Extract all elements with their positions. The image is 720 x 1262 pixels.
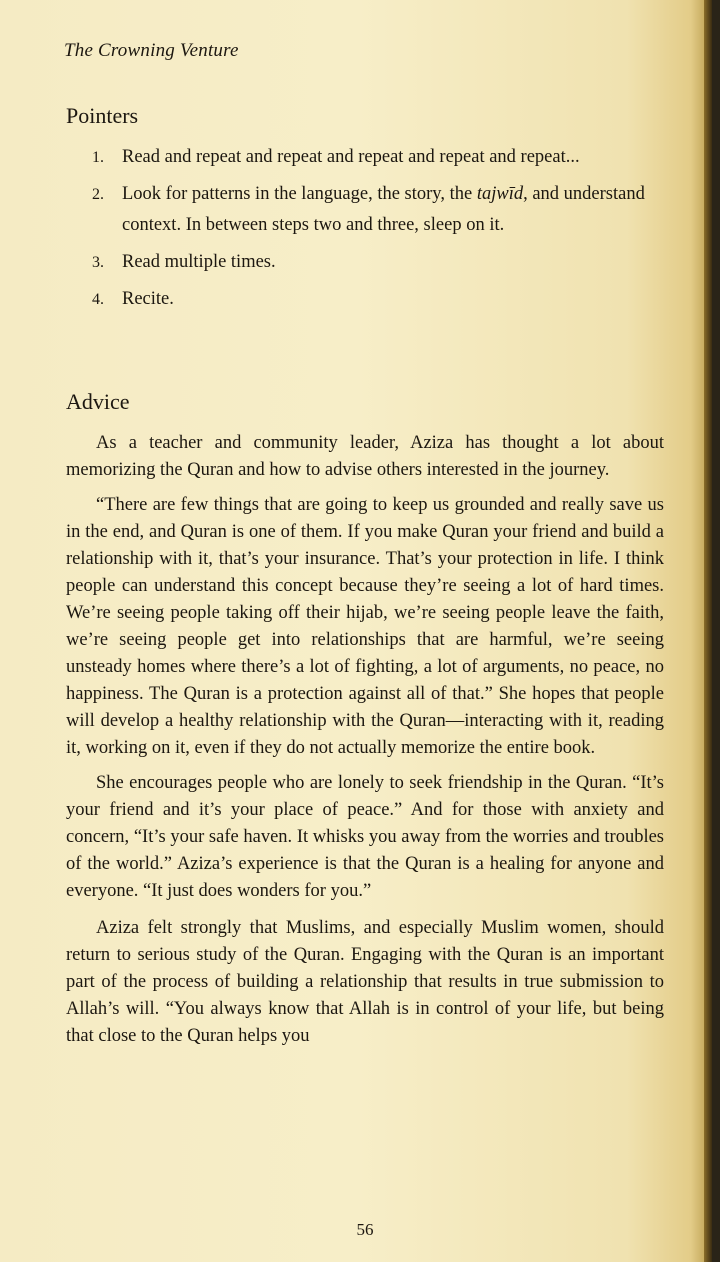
page-edge (704, 0, 712, 1262)
list-item (66, 247, 666, 278)
list-item (66, 142, 666, 173)
list-item (66, 179, 666, 241)
list-emphasis: tajwīd (476, 184, 524, 204)
advice-heading: Advice (66, 389, 130, 414)
paragraph: She encourages people who are lonely to seek friendship in the Quran. “It’s your friend and it’s your place of peace.” And for those with anxiety and concern, “It’s your safe haven. It whisks you away from the worries and troubles of the world.” Aziza’s experience is that the Quran is a healing for anyone and everyone. “It just does wonders for you.” (66, 773, 664, 901)
list-number: 2. (92, 186, 104, 203)
running-head: The Crowning Venture (64, 40, 239, 61)
list-item (66, 284, 666, 315)
paragraph: “There are few things that are going to keep us grounded and really save us in the end, and Quran is one of them. If you make Quran your friend and build a relationship with it, that’s your insurance. That’s your protection in life. I think people can understand this concept because they’re seeing a lot of hard times. We’re seeing people taking off their hijab, we’re seeing people leave the faith, we’re seeing people get into relationships that are harmful, we’re seeing unsteady homes where there’s a lot of fighting, a lot of arguments, no peace, no happiness. The Quran is a protection against all of that.” She hopes that people will develop a healthy relationship with the Quran—interacting with it, reading it, working on it, even if they do not actually memorize the entire book. (66, 495, 664, 758)
pointers-heading: Pointers (66, 103, 139, 128)
list-text: , and understand context. In between steps two and three, sleep on it. (122, 184, 645, 235)
list-number: 3. (92, 254, 104, 271)
list-number: 1. (92, 149, 104, 166)
paragraph: Aziza felt strongly that Muslims, and especially Muslim women, should return to serious study of the Quran. Engaging with the Quran is an important part of the process of building a relationship that results in true submission to Allah’s will. “You always know that Allah is in control of your life, but being that close to the Quran helps you (66, 918, 664, 1046)
list-text: Look for patterns in the language, the story, the (122, 184, 477, 204)
list-number: 4. (92, 291, 104, 308)
list-text: Read and repeat and repeat and repeat and repeat and repeat... (122, 147, 580, 167)
list-text: Read multiple times. (122, 252, 276, 272)
page-number: 56 (356, 1220, 374, 1239)
paragraph: As a teacher and community leader, Aziza has thought a lot about memorizing the Quran and how to advise others interested in the journey. (66, 433, 664, 480)
pointers-list (66, 142, 666, 321)
advice-body (66, 430, 664, 1058)
list-text: Recite. (122, 289, 174, 309)
